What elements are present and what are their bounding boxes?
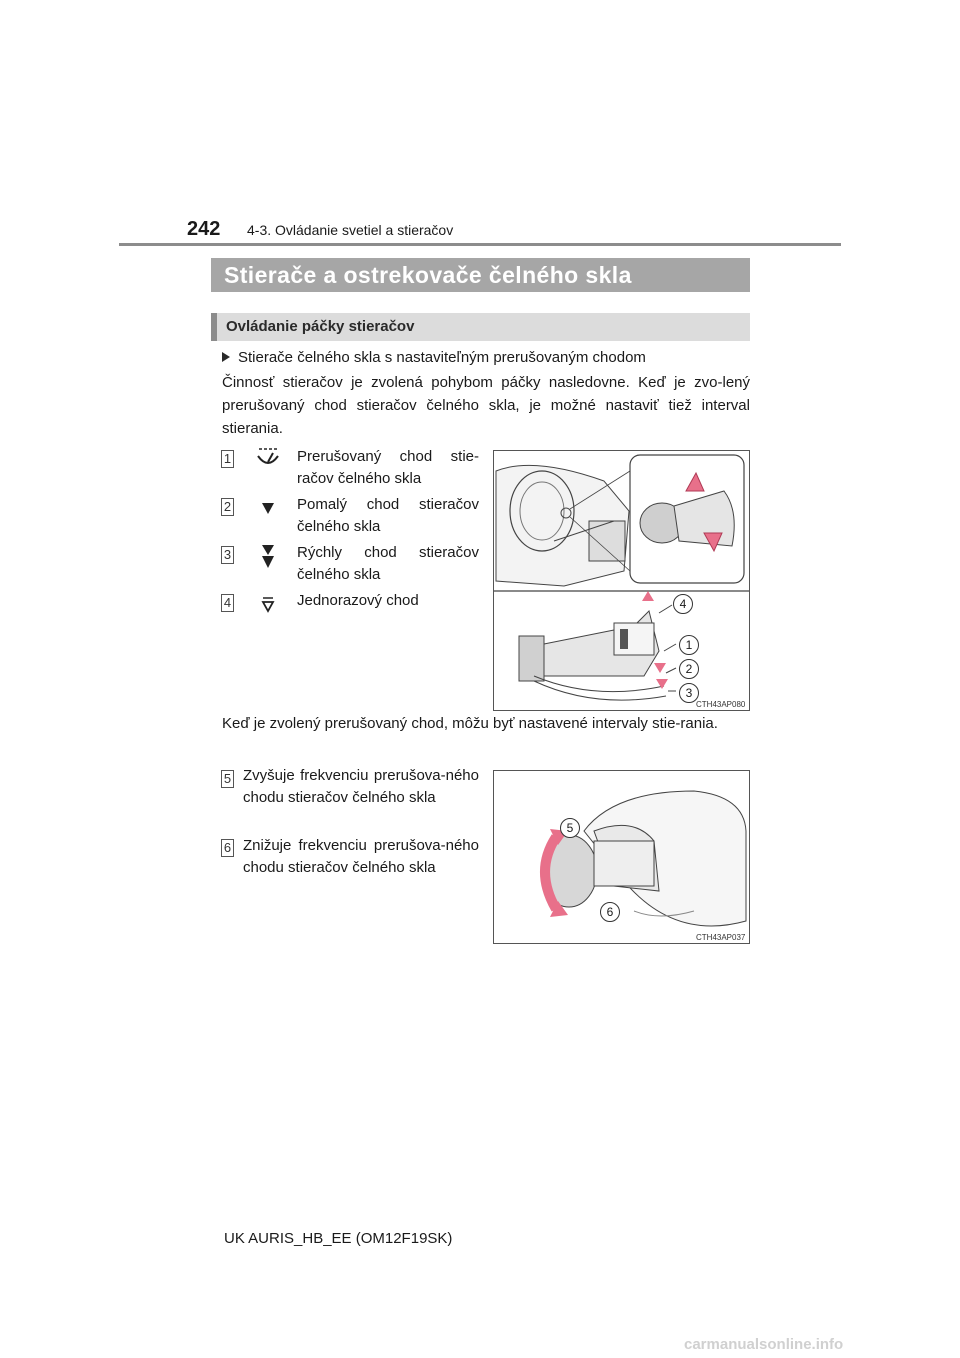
mode-text-4: Jednorazový chod — [297, 592, 419, 609]
mode-number-2: 2 — [221, 498, 234, 516]
chapter-title: 4-3. Ovládanie svetiel a stieračov — [247, 222, 454, 238]
mode-text-2: Pomalý chod stieračov čelného skla — [297, 496, 479, 535]
mode-number-4: 4 — [221, 594, 234, 612]
callout-4: 4 — [673, 594, 693, 614]
figure-interval-ring — [493, 770, 750, 944]
watermark: carmanualsonline.info — [684, 1336, 844, 1353]
callout-2: 2 — [679, 659, 699, 679]
bullet-triangle-icon — [222, 352, 230, 362]
callout-3: 3 — [679, 683, 699, 703]
interval-number-5: 5 — [221, 770, 234, 788]
figure2-code: CTH43AP037 — [696, 933, 746, 942]
page-number: 242 — [187, 218, 221, 240]
figure-wiper-lever — [493, 450, 750, 711]
bullet-line — [222, 347, 646, 369]
single-wipe-icon — [256, 593, 280, 615]
wiper-lever-illustration — [494, 451, 749, 710]
low-speed-icon — [256, 496, 280, 518]
intro-paragraph: Činnosť stieračov je zvolená pohybom páčky nasledovne. Keď je zvo-lený prerušovaný chod stieračov čelného skla, je možné nastaviť tiež interval stierania. — [222, 374, 750, 437]
interval-ring-illustration — [494, 771, 749, 943]
bullet-text: Stierače čelného skla s nastaviteľným prerušovaným chodom — [238, 349, 646, 366]
header-rule — [119, 243, 841, 246]
callout-6: 6 — [600, 902, 620, 922]
intermittent-wiper-icon — [256, 447, 280, 469]
figure1-code: CTH43AP080 — [696, 700, 746, 709]
interval-paragraph: Keď je zvolený prerušovaný chod, môžu byť nastavené intervaly stie-rania. — [222, 715, 718, 732]
mode-text-1: Prerušovaný chod stie-račov čelného skla — [297, 448, 479, 487]
subsection-title: Ovládanie páčky stieračov — [211, 313, 750, 341]
mode-text-3: Rýchly chod stieračov čelného skla — [297, 544, 479, 583]
interval-text-6: Znižuje frekvenciu prerušova-ného chodu stieračov čelného skla — [243, 837, 479, 876]
callout-5: 5 — [560, 818, 580, 838]
callout-1: 1 — [679, 635, 699, 655]
high-speed-icon — [256, 542, 280, 572]
footer-model: UK AURIS_HB_EE (OM12F19SK) — [224, 1230, 453, 1247]
section-title: Stierače a ostrekovače čelného skla — [211, 258, 750, 292]
interval-number-6: 6 — [221, 839, 234, 857]
mode-number-3: 3 — [221, 546, 234, 564]
interval-text-5: Zvyšuje frekvenciu prerušova-ného chodu stieračov čelného skla — [243, 767, 479, 806]
mode-number-1: 1 — [221, 450, 234, 468]
